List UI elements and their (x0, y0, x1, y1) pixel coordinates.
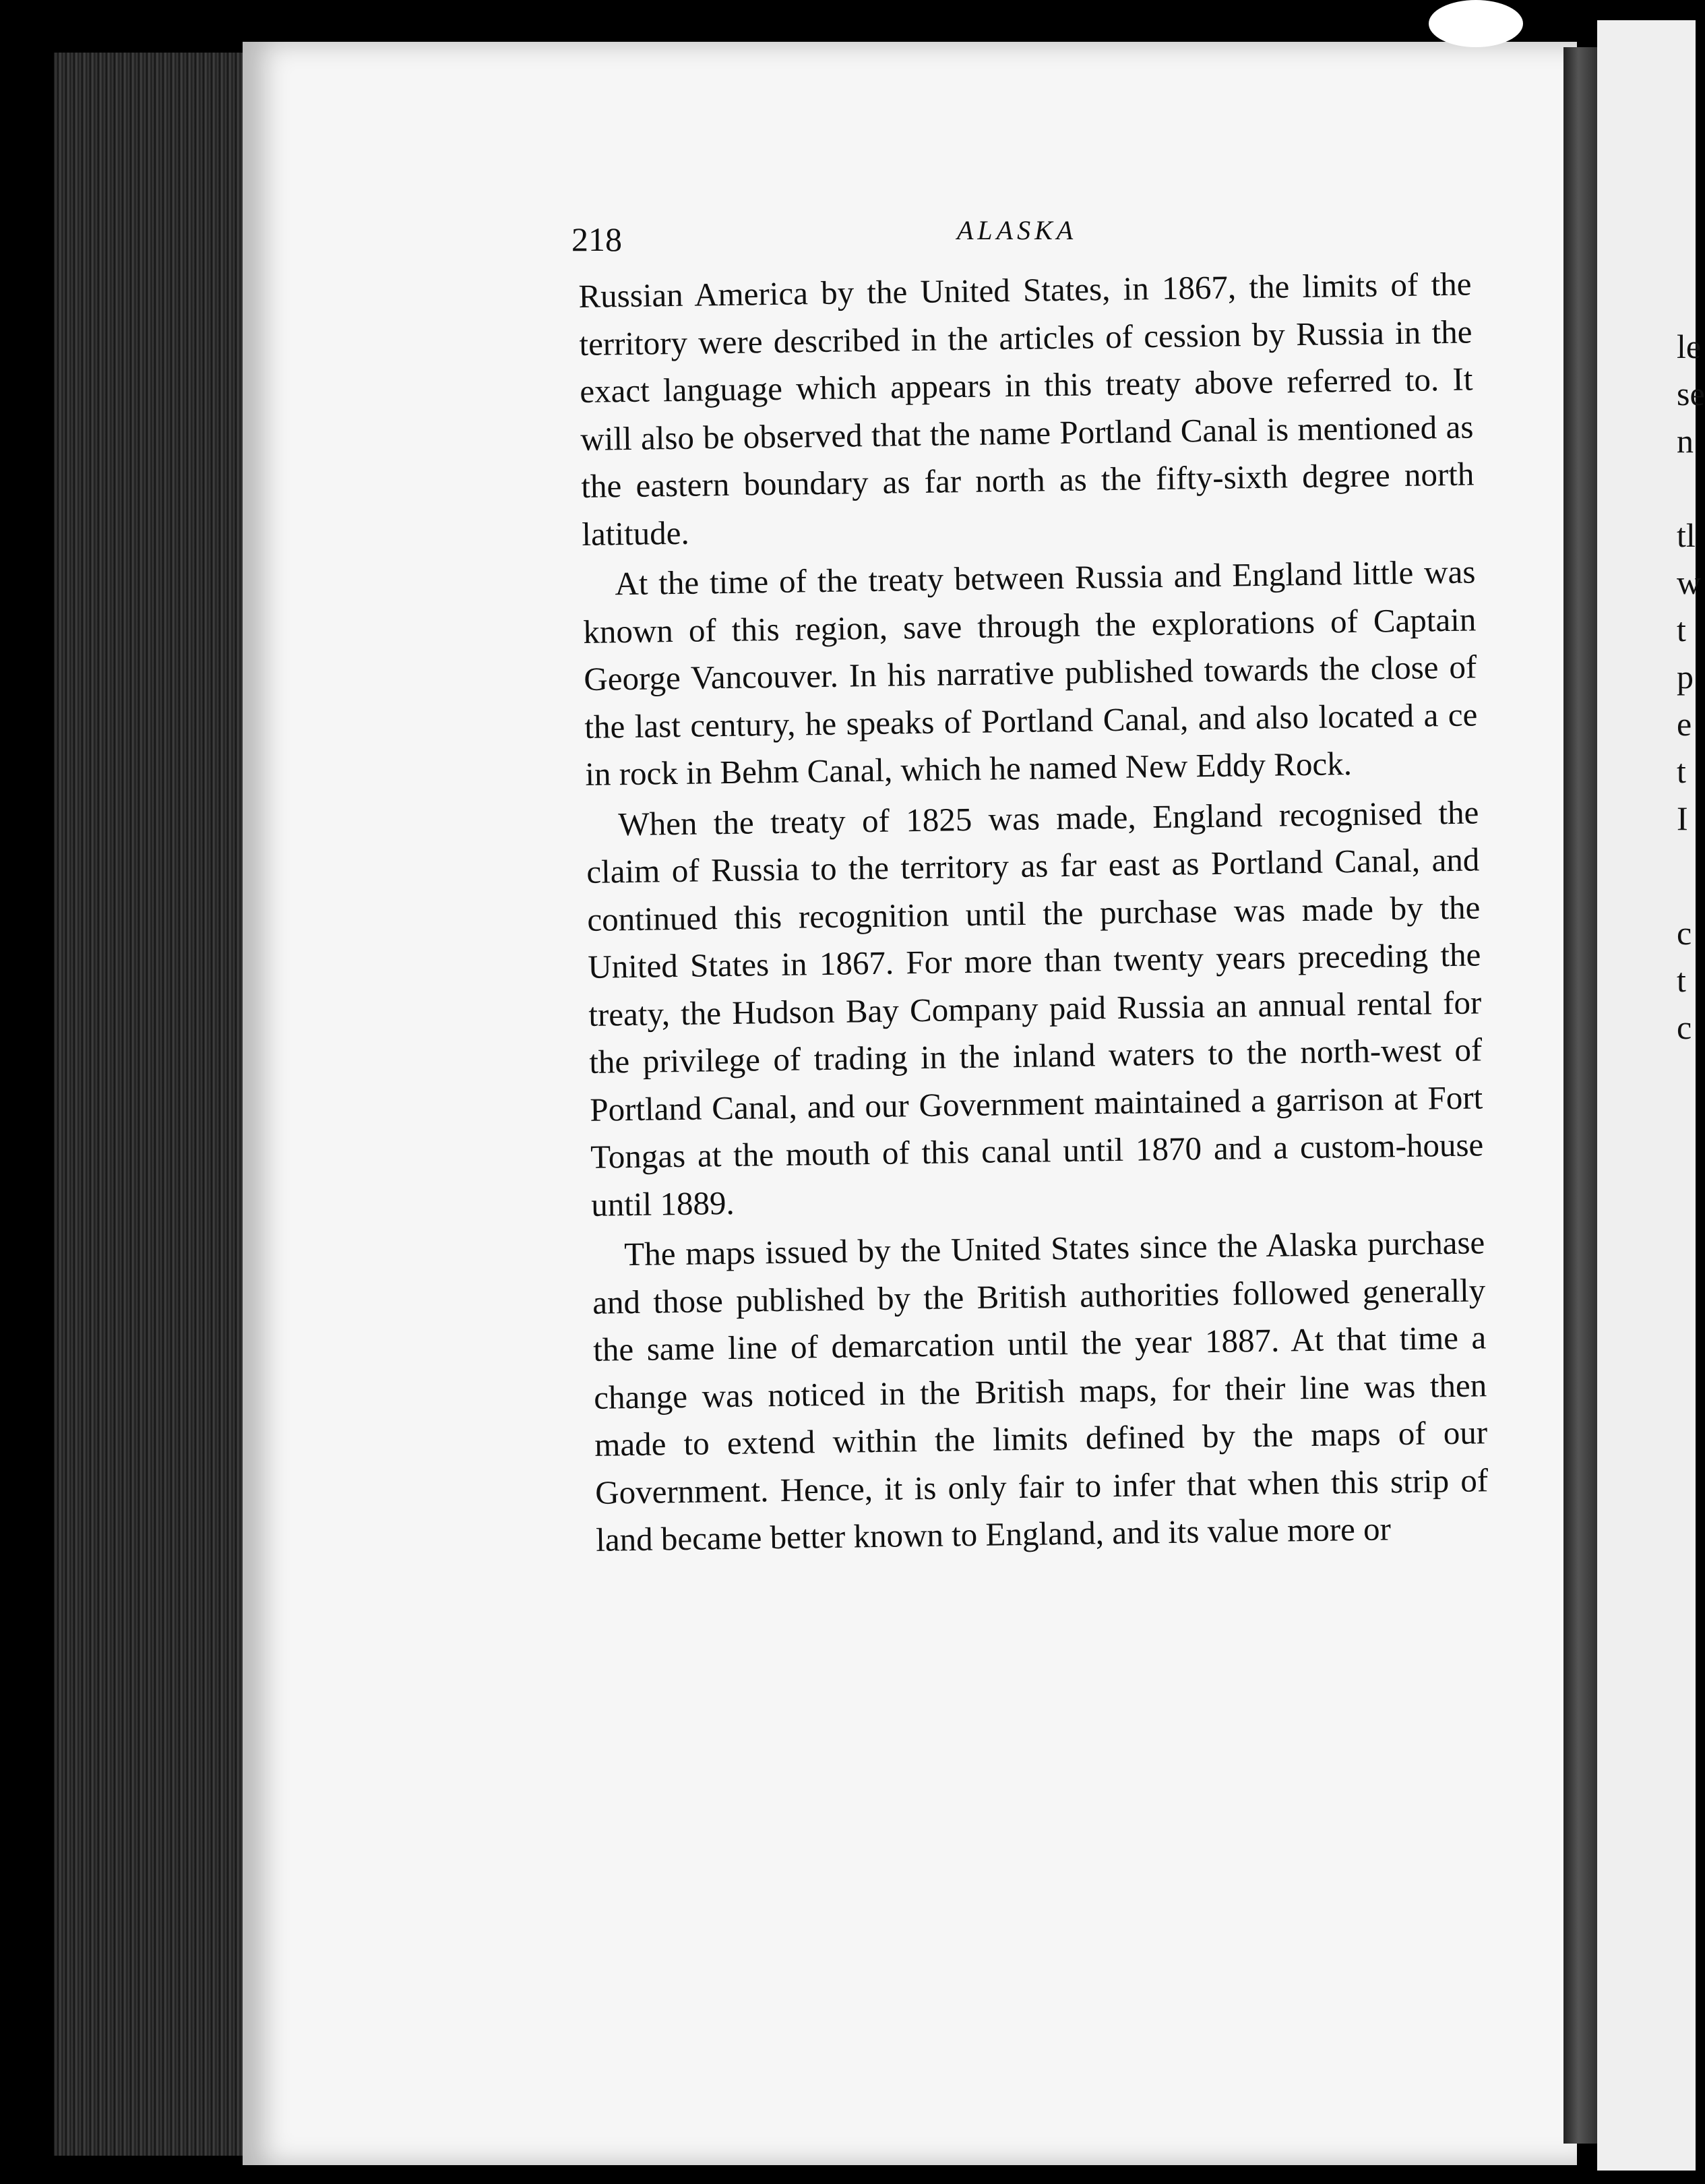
facing-page-fragment: e (1677, 705, 1692, 743)
paragraph: The maps issued by the United States since the Alaska purchase and those published by the British authorities followed generally the same line of demarcation until the year 1887. At that time a change was noticed in the British maps, for their line was then made to extend within the limits defined by the maps of our Government. Hence, it is only fair to infer that when this strip of land became better known to England, and its value more or (592, 1223, 1489, 1558)
facing-page-edge (1597, 20, 1705, 2171)
body-text (578, 261, 1489, 1565)
paragraph: Russian America by the United States, in 1867, the limits of the territory were described in the articles of cession by Russia in the exact language which appears in this treaty above referred to. It will also be observed that the name Portland Canal is mentioned as the eastern boundary as far north as the fifty-sixth degree north latitude. (578, 265, 1475, 553)
facing-page-fragment: tl (1677, 516, 1696, 554)
facing-page-fragment: p (1677, 658, 1694, 696)
facing-page-fragment: t (1677, 752, 1686, 790)
paragraph: At the time of the treaty between Russia and England little was known of this region, save through the explorations of Captain George Vancouver. In his narrative published towards the close of the last century, he speaks of Portland Canal, and also located a ce in rock in Behm Canal, which he named New Eddy Rock. (583, 553, 1478, 793)
facing-page-fragment: t (1677, 961, 1686, 999)
facing-page-fragment: t (1677, 611, 1686, 648)
page-number: 218 (571, 220, 622, 258)
running-title: ALASKA (957, 215, 1078, 245)
page-edges (54, 53, 270, 2156)
facing-page-fragment: n (1677, 422, 1694, 460)
facing-page-fragment: se (1677, 375, 1705, 413)
facing-page-fragment: c (1677, 914, 1692, 952)
facing-page-fragment: c (1677, 1008, 1692, 1046)
facing-page-fragment: w (1677, 564, 1702, 601)
facing-page-fragment: I (1677, 799, 1688, 837)
paragraph: When the treaty of 1825 was made, England recognised the claim of Russia to the territory as far east as Portland Canal, and continued this recognition until the purchase was made by the United States in 1867. For more than twenty years preceding the treaty, the Hudson Bay Company paid Russia an annual rental for the privilege of trading in the inland waters to the north-west of Portland Canal, and our Government maintained a garrison at Fort Tongas at the mouth of this canal until 1870 and a custom-house until 1889. (586, 793, 1484, 1223)
spine-shadow (1563, 47, 1601, 2144)
top-white-blot (1429, 0, 1523, 47)
facing-page-fragment: le (1677, 328, 1702, 365)
